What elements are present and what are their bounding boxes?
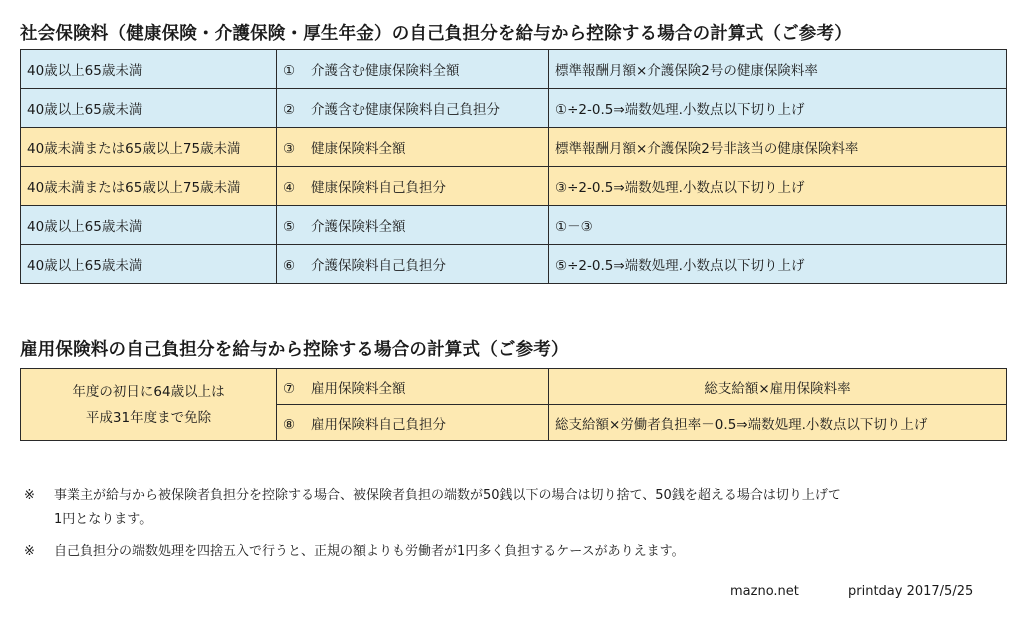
formula-cell: 標準報酬月額×介護保険2号の健康保険料率 [549,50,1007,89]
condition-cell: 40歳未満または65歳以上75歳未満 [21,167,277,206]
formula-cell: ⑤÷2-0.5⇒端数処理.小数点以下切り上げ [549,245,1007,284]
exemption-condition-cell [21,369,277,441]
condition-cell: 40歳以上65歳未満 [21,245,277,284]
item-number: ⑧ [283,416,296,433]
table-row [21,245,1007,284]
condition-cell: 40歳未満または65歳以上75歳未満 [21,128,277,167]
item-cell [277,206,549,245]
item-cell [277,405,549,441]
formula-cell: ①÷2-0.5⇒端数処理.小数点以下切り上げ [549,89,1007,128]
item-label: 介護含む健康保険料全額 [311,63,460,79]
table1-title: 社会保険料（健康保険・介護保険・厚生年金）の自己負担分を給与から控除する場合の計算式（ご参考） [20,24,852,44]
item-number: ① [283,63,296,79]
item-cell [277,369,549,405]
item-cell [277,128,549,167]
item-label: 介護保険料全額 [311,219,406,235]
note-mark: ※ [24,488,35,503]
table2-title: 雇用保険料の自己負担分を給与から控除する場合の計算式（ご参考） [20,340,569,360]
condition-cell: 40歳以上65歳未満 [21,89,277,128]
condition-line: 平成31年度まで免除 [85,409,212,426]
item-number: ⑤ [283,219,296,235]
formula-cell: ③÷2-0.5⇒端数処理.小数点以下切り上げ [549,167,1007,206]
item-cell [277,89,549,128]
note-text: 自己負担分の端数処理を四捨五入で行うと、正規の額よりも労働者が1円多く負担するケースがありえます。 [54,544,685,559]
footer-printday: printday 2017/5/25 [848,584,974,599]
item-label: 健康保険料自己負担分 [311,180,446,196]
item-number: ② [283,102,296,118]
social-insurance-table [20,49,1007,284]
table-row [21,89,1007,128]
item-cell [277,167,549,206]
item-label: 雇用保険料全額 [311,380,406,397]
item-cell [277,50,549,89]
item-number: ③ [283,141,296,157]
item-label: 雇用保険料自己負担分 [311,416,446,433]
table-row [21,167,1007,206]
formula-cell: 総支給額×雇用保険料率 [549,369,1007,405]
table-row [21,369,1007,405]
condition-line: 年度の初日に64歳以上は [72,383,225,400]
item-label: 介護含む健康保険料自己負担分 [311,102,500,118]
employment-insurance-table [20,368,1007,441]
item-label: 介護保険料自己負担分 [311,258,446,274]
formula-cell: 標準報酬月額×介護保険2号非該当の健康保険料率 [549,128,1007,167]
note-text: 事業主が給与から被保険者負担分を控除する場合、被保険者負担の端数が50銭以下の場合は切り捨て、50銭を超える場合は切り上げて [54,488,841,503]
formula-cell: ①－③ [549,206,1007,245]
condition-cell: 40歳以上65歳未満 [21,50,277,89]
note-mark: ※ [24,544,35,559]
item-number: ⑦ [283,380,296,397]
item-cell [277,245,549,284]
condition-cell: 40歳以上65歳未満 [21,206,277,245]
item-label: 健康保険料全額 [311,141,406,157]
footer-site: mazno.net [730,584,799,599]
formula-cell: 総支給額×労働者負担率－0.5⇒端数処理.小数点以下切り上げ [549,405,1007,441]
note-text-continued: 1円となります。 [54,512,153,527]
note-2 [24,540,685,564]
note-1 [24,484,841,532]
table-row [21,50,1007,89]
item-number: ④ [283,180,296,196]
table-row [21,128,1007,167]
table-row [21,206,1007,245]
item-number: ⑥ [283,258,296,274]
